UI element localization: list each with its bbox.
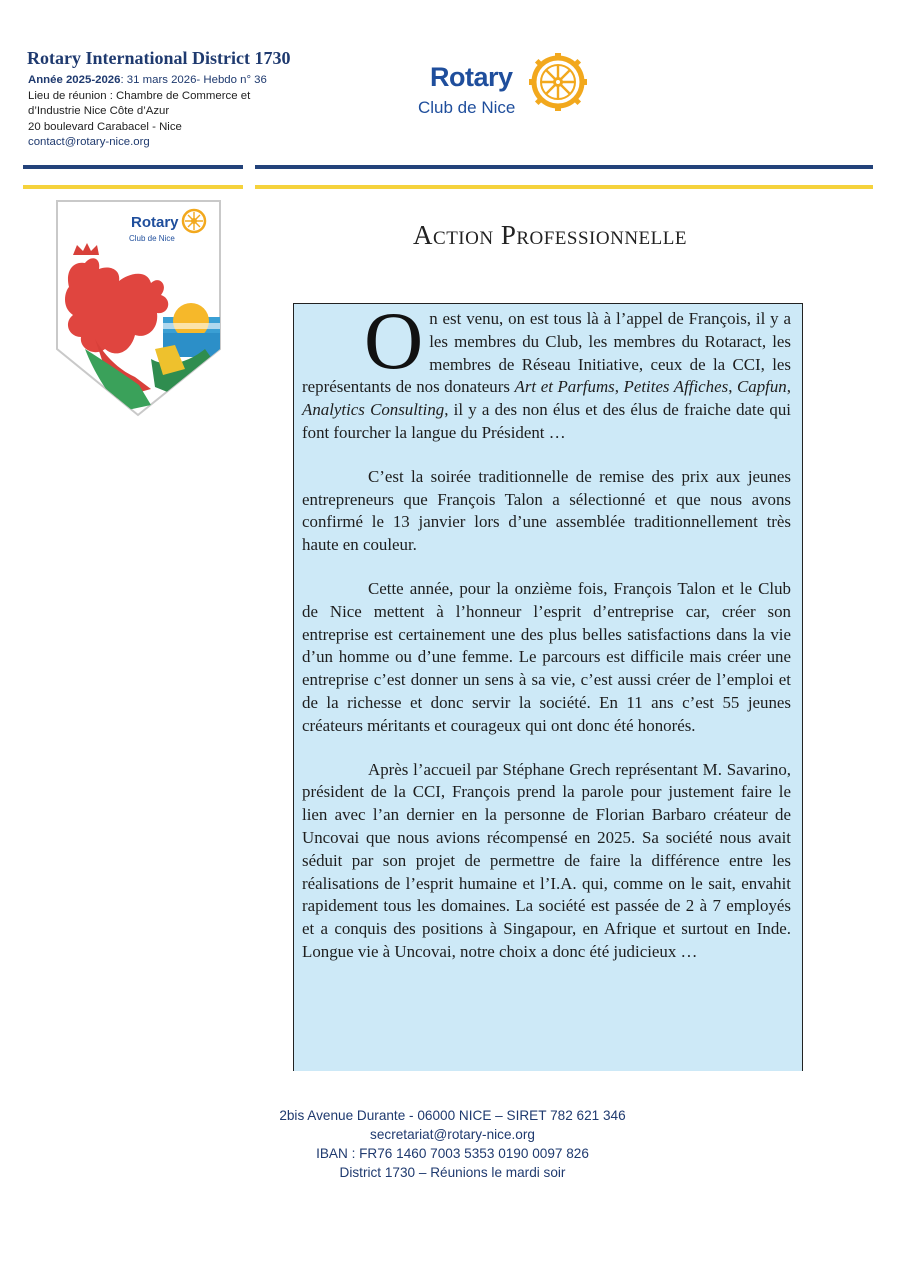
article-paragraph-4: Après l’accueil par Stéphane Grech représentant M. Savarino, président de la CCI, François prend la parole pour justement faire le lien avec l’an dernier en la personne de Florian Barbaro créateur de Uncovai que nous avions récompensé en 2025. Sa société nous avait séduit par son projet de permettre de faire la différence entre les réalisations de l’esprit humaine et l’I.A. qui, comme on le sait, envahit rapidement tous les domaines. La société est passée de 2 à 7 employés et a conquis des positions à Singapour, en Afrique et surtout en Inde. Longue vie à Uncovai, notre choix a donc été judicieux … (302, 759, 791, 961)
footer-address: 2bis Avenue Durante - 06000 NICE – SIRET 782 621 346 (279, 1108, 626, 1123)
sponsor-name: Analytics Consulting (302, 400, 445, 420)
separator: , (728, 377, 738, 397)
article-paragraph-2: C’est la soirée traditionnelle de remise des prix aux jeunes entrepreneurs que François Talon a sélectionné et que nous avons confirmé le 13 janvier lors d’une assemblée traditionnellement très haute en couleur. (302, 466, 791, 555)
header-rule-yellow-right (255, 185, 873, 189)
pennant-club-word: Club de Nice (129, 234, 175, 243)
sponsor-name: Petites Affiches (623, 377, 729, 397)
pennant-rotary-word: Rotary (131, 214, 179, 231)
address-line: 20 boulevard Carabacel - Nice (28, 120, 182, 133)
article-paragraph-1 (302, 295, 791, 445)
district-title: Rotary International District 1730 (27, 48, 291, 68)
venue-line-2: d’Industrie Nice Côte d’Azur (28, 105, 170, 117)
header-rule-yellow-left (23, 185, 243, 189)
separator: , (786, 377, 791, 397)
logo-club-word: Club de Nice (418, 98, 516, 117)
venue-line-1: Lieu de réunion : Chambre de Commerce et (28, 89, 251, 102)
rotary-club-logo (416, 52, 591, 122)
article-box (293, 295, 803, 1071)
contact-email[interactable]: contact@rotary-nice.org (28, 136, 150, 148)
footer-email[interactable]: secretariat@rotary-nice.org (370, 1127, 535, 1142)
section-title: Action Professionnelle (413, 220, 687, 250)
article-paragraph-3: Cette année, pour la onzième fois, François Talon et le Club de Nice mettent à l’honneur l’esprit d’entreprise car, créer son entreprise est certainement une des plus belles satisfactions dans la vie d’un homme ou d’une femme. Le parcours est difficile mais créer une entreprise c’est donner un sens à sa vie, c’est aussi créer de l’emploi et de la richesse et donc servir la société. En 11 ans c’est 55 jeunes créateurs méritants et courageux qui ont donc été honorés. (302, 578, 791, 735)
separator: , (614, 377, 624, 397)
rotary-wheel-icon (528, 52, 588, 112)
header-info (28, 73, 267, 151)
club-pennant-image (55, 199, 222, 417)
p1-text-b: , il y a des non élus et des élus de fraiche date qui font fourcher la langue du Président … (302, 400, 791, 442)
logo-rotary-word: Rotary (430, 62, 513, 92)
header-rule-blue-right (255, 165, 873, 169)
issue-line (28, 73, 267, 89)
drop-cap: O (364, 295, 424, 386)
footer-iban: IBAN : FR76 1460 7003 5353 0190 0097 826 (316, 1146, 589, 1161)
sponsor-name: Capfun (737, 377, 787, 397)
article-body (302, 295, 791, 985)
year-label: Année 2025-2026 (28, 74, 121, 86)
header-rule-blue-left (23, 165, 243, 169)
footer (200, 1106, 705, 1182)
footer-meetings: District 1730 – Réunions le mardi soir (339, 1165, 566, 1180)
issue-date: : 31 mars 2026- Hebdo n° 36 (120, 74, 267, 86)
sponsor-name: Art et Parfums (514, 377, 615, 397)
p1-text-a: n est venu, on est tous là à l’appel de François, il y a les membres du Club, les membres du Rotaract, les membres de Réseau Initiative, ceux de la CCI, les représentants de nos donateurs (302, 309, 791, 397)
